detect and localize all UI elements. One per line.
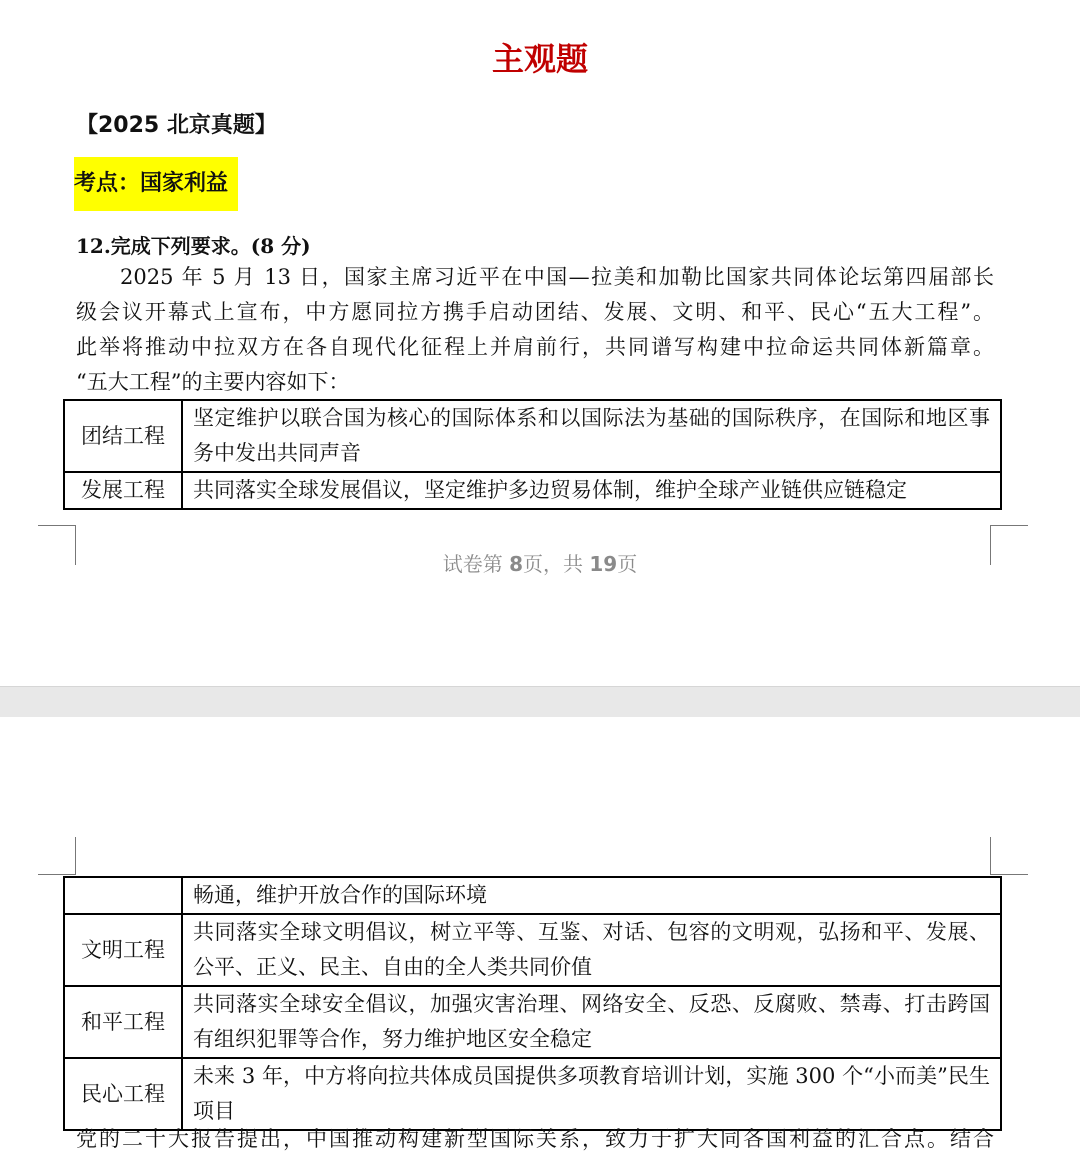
project-name-cell [64,877,182,914]
table-row [64,400,1001,472]
paragraph-line: 此举将推动中拉双方在各自现代化征程上并肩前行，共同谱写构建中拉命运共同体新篇章。 [76,335,994,359]
project-content-cell: 坚定维护以联合国为核心的国际体系和以国际法为基础的国际秩序，在国际和地区事务中发出共同声音 [182,400,1001,472]
table-row [64,986,1001,1058]
section-title: 主观题 [491,40,588,78]
highlighted-topic-label: 考点：国家利益 [74,157,238,211]
table-row [64,914,1001,986]
five-projects-table-part1 [63,399,1002,510]
project-content-cell: 共同落实全球安全倡议，加强灾害治理、网络安全、反恐、反腐败、禁毒、打击跨国有组织犯罪等合作，努力维护地区安全稳定 [182,986,1001,1058]
crop-mark [38,525,76,526]
project-content-cell: 畅通，维护开放合作的国际环境 [182,877,1001,914]
crop-mark [990,837,991,875]
paragraph-line: 2025 年 5 月 13 日，国家主席习近平在中国—拉美和加勒比国家共同体论坛第四届部长 [120,265,994,289]
table-row [64,472,1001,509]
page-separator [0,686,1080,718]
crop-mark [38,874,76,875]
paragraph-line: “五大工程”的主要内容如下： [76,370,350,394]
paragraph-line: 级会议开幕式上宣布，中方愿同拉方携手启动团结、发展、文明、和平、民心“五大工程”。 [76,300,994,324]
project-name-cell: 团结工程 [64,400,182,472]
five-projects-table-part2 [63,876,1002,1131]
question-heading: 12.完成下列要求。(8 分) [76,234,311,258]
project-content-cell: 共同落实全球文明倡议，树立平等、互鉴、对话、包容的文明观，弘扬和平、发展、公平、正义、民主、自由的全人类共同价值 [182,914,1001,986]
project-name-cell: 发展工程 [64,472,182,509]
table-row [64,877,1001,914]
table-row [64,1058,1001,1130]
project-content-cell: 未来 3 年，中方将向拉共体成员国提供多项教育培训计划，实施 300 个“小而美”民生项目 [182,1058,1001,1130]
exam-source-label: 【2025 北京真题】 [76,113,277,138]
project-name-cell: 文明工程 [64,914,182,986]
crop-mark [75,837,76,875]
footer-page-number: 8 [509,552,524,576]
footer-text: 页 [617,552,638,576]
project-name-cell: 和平工程 [64,986,182,1058]
continuation-paragraph-line: 党的二十大报告提出，中国推动构建新型国际关系，致力于扩大同各国利益的汇合点。结合 [76,1127,994,1151]
crop-mark [990,525,1028,526]
question-paragraph [76,260,994,400]
crop-mark [990,874,1028,875]
project-content-cell: 共同落实全球发展倡议，坚定维护多边贸易体制，维护全球产业链供应链稳定 [182,472,1001,509]
page-footer [0,548,1080,577]
footer-text: 页，共 [523,552,590,576]
footer-text: 试卷第 [442,552,510,576]
project-name-cell: 民心工程 [64,1058,182,1130]
footer-total-pages: 19 [589,552,618,576]
